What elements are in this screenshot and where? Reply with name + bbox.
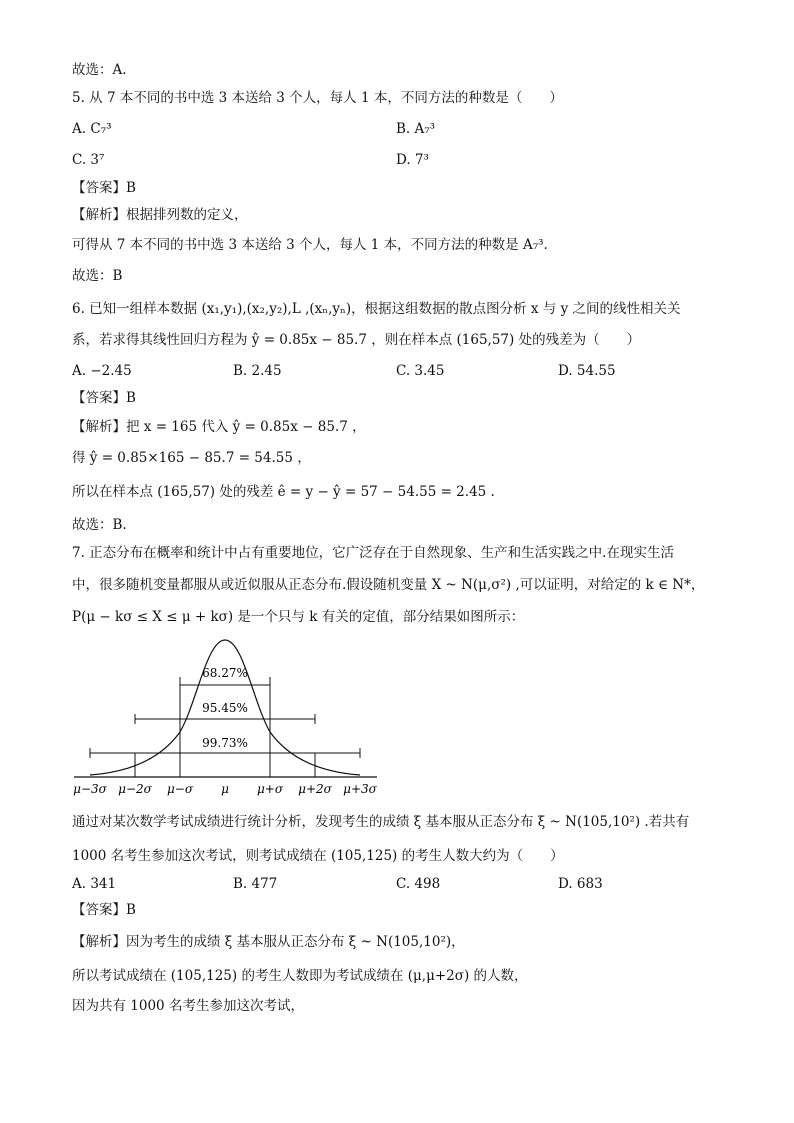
q7-stem-3: P(μ − kσ ≤ X ≤ μ + kσ) 是一个只与 k 有关的定值，部分结果如图所示： — [72, 609, 525, 625]
q7-stem-1: 7. 正态分布在概率和统计中占有重要地位，它广泛存在于自然现象、生产和生活实践之中.在现实生活 — [72, 545, 674, 561]
q7-explanation-1: 【解析】因为考生的成绩 ξ 基本服从正态分布 ξ ~ N(105,10²)， — [72, 934, 465, 950]
tick-mu: μ — [221, 782, 229, 796]
q6-explanation-2: 得 ŷ = 0.85×165 − 85.7 = 54.55 ， — [72, 450, 311, 466]
q7-stem-2: 中，很多随机变量都服从或近似服从正态分布.假设随机变量 X ~ N(μ,σ²) ,可以证明，对给定的 k ∈ N*， — [72, 577, 705, 593]
q7-option-c: C. 498 — [396, 876, 441, 892]
q7-explanation-3: 因为共有 1000 名考生参加这次考试， — [72, 998, 304, 1014]
q6-explanation-3: 所以在样本点 (165,57) 处的残差 ê = y − ŷ = 57 − 54.55 = 2.45 . — [72, 484, 495, 500]
q5-explanation-2: 可得从 7 本不同的书中选 3 本送给 3 个人，每人 1 本，不同方法的种数是 A₇³. — [72, 237, 548, 253]
q7-stem-5: 1000 名考生参加这次考试，则考试成绩在 (105,125) 的考生人数大约为（ ） — [72, 848, 564, 864]
line-prev-answer: 故选：A. — [72, 62, 127, 78]
q5-stem: 5. 从 7 本不同的书中选 3 本送给 3 个人，每人 1 本，不同方法的种数是（ ） — [72, 90, 563, 106]
q6-option-d: D. 54.55 — [558, 363, 616, 379]
q5-answer: 【答案】B — [72, 180, 136, 196]
q7-option-d: D. 683 — [558, 876, 603, 892]
q7-answer: 【答案】B — [72, 902, 136, 918]
q5-option-a: A. C₇³ — [72, 121, 112, 137]
tick-mu-plus-2sigma: μ+2σ — [298, 782, 332, 796]
prob-1-sigma: 68.27% — [202, 666, 248, 680]
q6-explanation-1: 【解析】把 x = 165 代入 ŷ = 0.85x − 85.7 ， — [72, 419, 366, 435]
q6-stem-1: 6. 已知一组样本数据 (x₁,y₁),(x₂,y₂),L ,(xₙ,yₙ)，根据这组数据的散点图分析 x 与 y 之间的线性相关关 — [72, 301, 681, 317]
q7-option-b: B. 477 — [233, 876, 278, 892]
tick-mu-plus-sigma: μ+σ — [256, 782, 284, 796]
q6-option-c: C. 3.45 — [396, 363, 445, 379]
q7-stem-4: 通过对某次数学考试成绩进行统计分析，发现考生的成绩 ξ 基本服从正态分布 ξ ~ N(105,10²) .若共有 — [72, 814, 690, 830]
q6-option-a: A. −2.45 — [72, 363, 132, 379]
tick-mu-minus-2sigma: μ−2σ — [118, 782, 152, 796]
q6-option-b: B. 2.45 — [233, 363, 282, 379]
prob-3-sigma: 99.73% — [202, 736, 248, 750]
tick-mu-plus-3sigma: μ+3σ — [343, 782, 377, 796]
q7-explanation-2: 所以考试成绩在 (105,125) 的考生人数即为考试成绩在 (μ,μ+2σ) 的人数， — [72, 968, 528, 984]
q5-explanation-1: 【解析】根据排列数的定义， — [72, 207, 248, 223]
tick-mu-minus-3sigma: μ−3σ — [73, 782, 107, 796]
q7-option-a: A. 341 — [72, 876, 117, 892]
q5-option-c: C. 3⁷ — [72, 152, 105, 168]
q5-option-d: D. 7³ — [396, 152, 429, 168]
normal-distribution-figure — [72, 632, 402, 802]
tick-mu-minus-sigma: μ−σ — [166, 782, 194, 796]
prob-2-sigma: 95.45% — [202, 701, 248, 715]
q6-stem-2: 系，若求得其线性回归方程为 ŷ = 0.85x − 85.7 ，则在样本点 (165,57) 处的残差为（ ） — [72, 332, 641, 348]
q5-option-b: B. A₇³ — [396, 121, 436, 137]
q5-conclusion: 故选：B — [72, 268, 123, 284]
q6-conclusion: 故选：B. — [72, 517, 127, 533]
q6-answer: 【答案】B — [72, 390, 136, 406]
